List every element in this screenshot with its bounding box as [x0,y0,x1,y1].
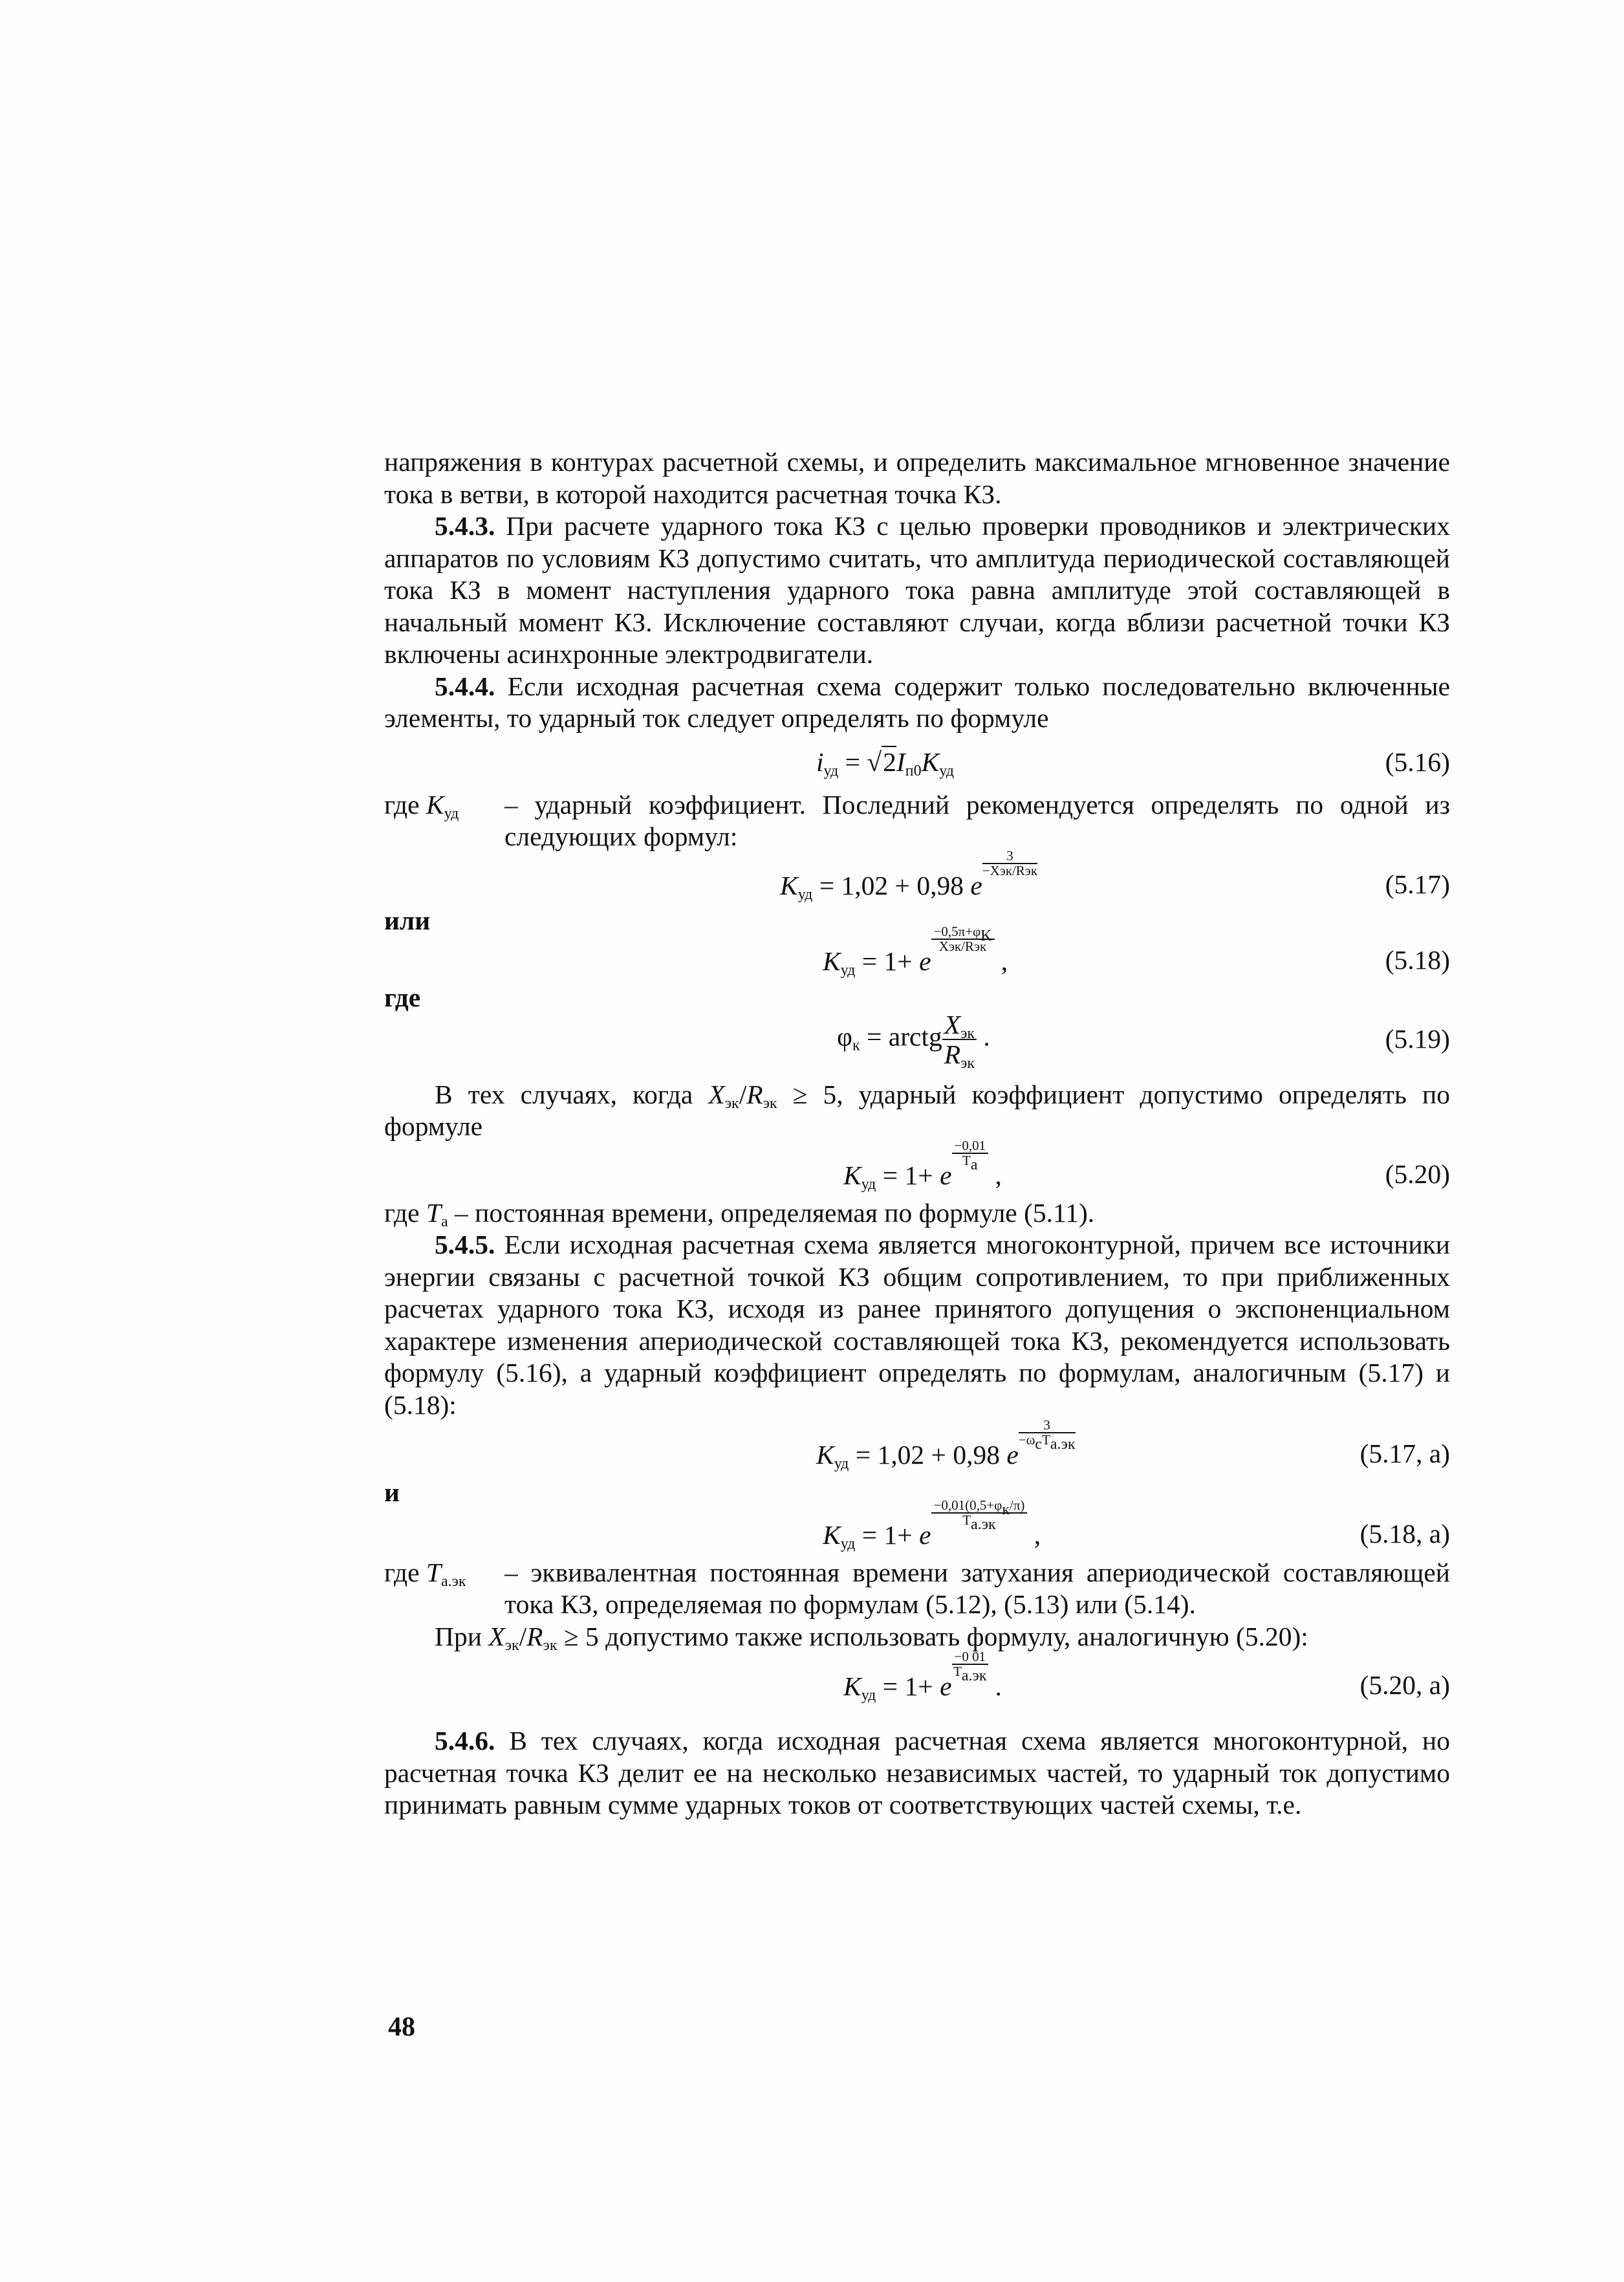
paragraph-xr-ratio: В тех случаях, когда $X_{эк}/R_{эк} \ge 5$, ударный коэффициент допустимо определять по формуле [384,1079,1451,1141]
equation-5-20a [384,1649,1450,1708]
section-number: 5.4.5. [435,1230,495,1259]
equation-number: (5.19) [1385,1023,1450,1054]
formula: $K_{уд} = 1,02 + 0,98$ e 3 $-\omega_сT_{а.эк}$ [816,1417,1076,1472]
equation-5-19 [384,1009,1450,1079]
word-and: и [384,1477,400,1507]
word-where: где [384,983,421,1012]
where-kud-text: – ударный коэффициент. Последний рекомендуется определять по одной из следующих формул: [504,789,1450,851]
formula: $K_{уд} = 1+ e$ −0,01 $T_а$ , [843,1137,1002,1193]
equation-number: (5.18, а) [1359,1518,1450,1548]
section-text: В тех случаях, когда исходная расчетная схема является многоконтурной, но расчетная точка КЗ делит ее на несколько независимых частей, то ударный ток допустимо принимать равным сумме ударных токов от соответствующих частей схемы, т.е. [384,1726,1450,1820]
paragraph-intro: напряжения в контурах расчетной схемы, и определить максимальное мгновенное значение тока в ветви, в которой находится расчетная точка КЗ. [384,447,1450,509]
equation-5-18a [384,1497,1450,1557]
page-body [384,446,1450,1821]
formula: $\varphi_к$ = arctg $\frac{X_{эк}}{R_{эк}}$ . [837,1009,990,1072]
equation-number: (5.20) [1385,1158,1450,1189]
where-word: где [384,789,426,820]
where-ta: где $T_а$ – постоянная времени, определяемая по формуле (5.11). [384,1197,1095,1230]
section-5-4-4 [384,671,1450,735]
equation-number: (5.17) [1385,869,1450,899]
where-taek-text: – эквивалентная постоянная времени затухания апериодической составляющей тока КЗ, определяемая по формулам (5.12), (5.13) или (5.14). [504,1557,1450,1619]
equation-number: (5.18) [1385,945,1450,975]
formula: $K_{уд} = 1,02 + 0,98$ e 3 −Xэк/Rэк [780,847,1038,903]
section-number: 5.4.3. [435,511,495,541]
section-5-4-5 [384,1229,1450,1421]
equation-number: (5.17, а) [1359,1439,1450,1468]
formula: $K_{уд} = 1+ e$ $-0,5\pi+\varphi_K$ Xэк/Rэк , [823,924,1008,979]
where-taek: где $T_{а.эк}$ – эквивалентная постоянная времени затухания апериодической составляющей тока КЗ, определяемая по формулам (5.12), (5.13) или (5.14). [384,1557,1450,1621]
page-number: 48 [388,2012,415,2042]
equation-5-17 [384,847,1450,905]
equation-number: (5.16) [1385,746,1450,777]
formula: $i_{уд} = √2I_{п0}K_{уд}$ [816,746,954,779]
section-text: Если исходная расчетная схема является многоконтурной, причем все источники энергии связаны с расчетной точкой КЗ общим сопротивлением, то при приближенных расчетах ударного тока КЗ, исходя из ранее принятого допущения о экспоненциальном характере изменения апериодической составляющей тока КЗ, рекомендуется использовать формулу (5.16), а ударный коэффициент определять по формулам, аналогичным (5.17) и (5.18): [384,1230,1450,1420]
where-kud: где $K_{уд}$ – ударный коэффициент. Последний рекомендуется определять по одной из следующих формул: [384,789,1450,853]
paragraph-xr-ratio-b: При $X_{эк}/R_{эк} \ge 5$ допустимо также использовать формулу, аналогичную (5.20): [435,1621,1308,1654]
equation-number: (5.20, а) [1359,1670,1450,1700]
section-5-4-3 [384,510,1450,671]
section-number: 5.4.6. [435,1726,495,1755]
equation-5-16 [384,735,1450,789]
section-text: При расчете ударного тока КЗ с целью проверки проводников и электрических аппаратов по условиям КЗ допустимо считать, что амплитуда периодической составляющей тока КЗ в момент наступления ударного тока равна амплитуде этой составляющей в начальный момент КЗ. Исключение составляют случаи, когда вблизи расчетной точки КЗ включены асинхронные электродвигатели. [384,511,1450,669]
equation-5-20 [384,1137,1450,1197]
equation-5-18 [384,924,1450,982]
where-word: где [384,1557,426,1587]
section-5-4-6 [384,1725,1450,1821]
section-number: 5.4.4. [435,671,495,701]
word-or: или [384,905,431,935]
equation-5-17a [384,1417,1450,1477]
section-text: Если исходная расчетная схема содержит только последовательно включенные элементы, то ударный ток следует определять по формуле [384,671,1450,733]
formula: $K_{уд} = 1+ e$ −0 01 $T_{а.эк}$ . [843,1649,1002,1704]
formula: $K_{уд} = 1+ e$ $-0,01(0,5+\varphi_к/\pi)$ $T_{а.эк}$ , [823,1497,1041,1552]
